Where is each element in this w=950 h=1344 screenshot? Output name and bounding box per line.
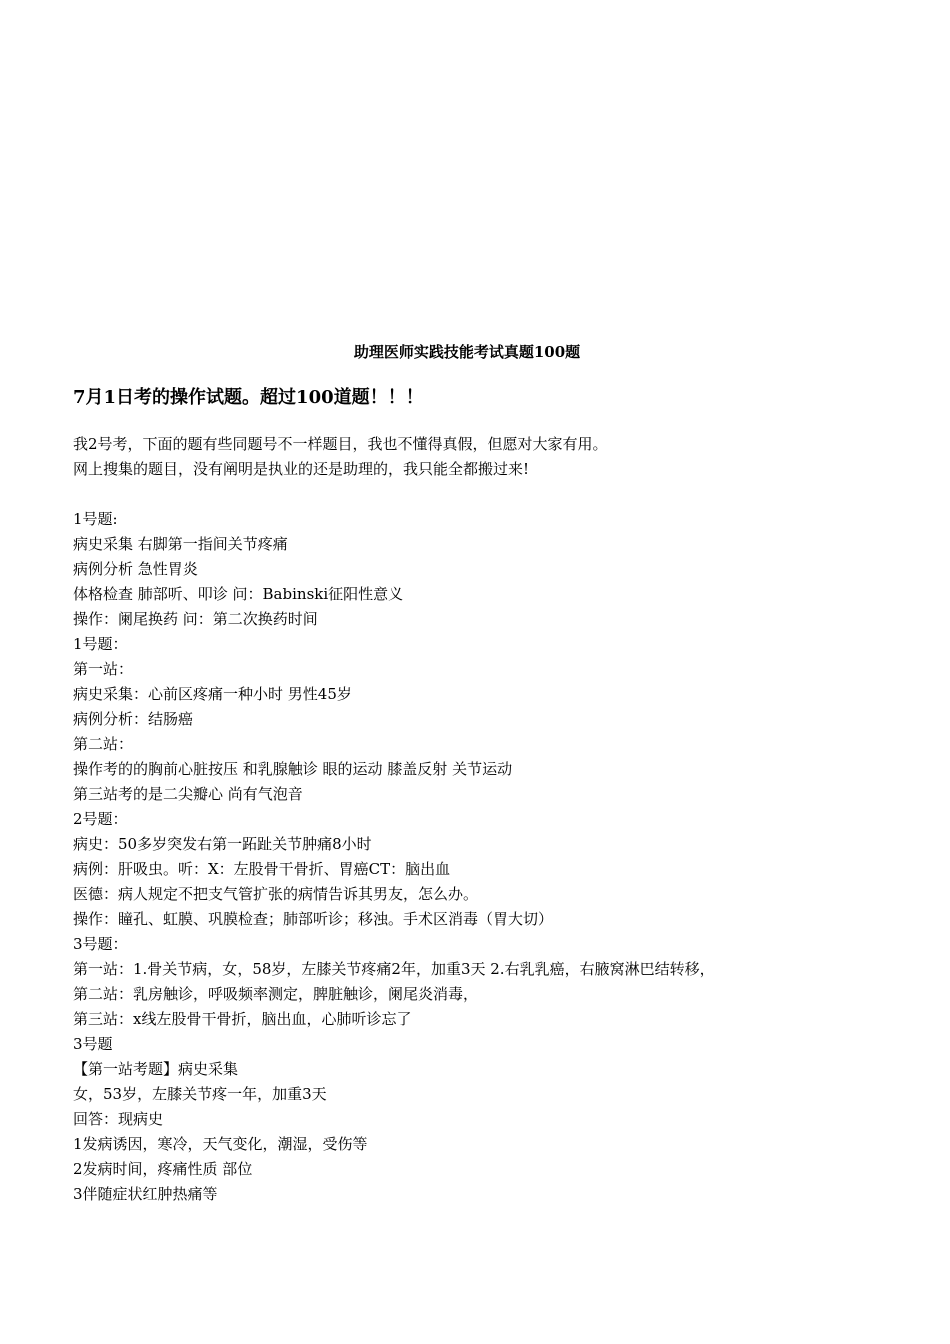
body-line: 1发病诱因，寒冷，天气变化，潮湿，受伤等 — [73, 1135, 368, 1153]
body-line: 3伴随症状红肿热痛等 — [73, 1185, 218, 1203]
document-title: 助理医师实践技能考试真题100题 — [353, 343, 581, 361]
body-line: 医德：病人规定不把支气管扩张的病情告诉其男友，怎么办。 — [73, 885, 479, 903]
body-line: 病史采集 右脚第一指间关节疼痛 — [73, 535, 288, 553]
body-line: 体格检查 肺部听、叩诊 问：Babinski征阳性意义 — [73, 585, 404, 603]
body-line: 第一站： — [73, 660, 134, 678]
body-line: 第一站：1.骨关节病，女，58岁，左膝关节疼痛2年，加重3天 2.右乳乳癌，右腋窝淋巴结转移， — [73, 960, 715, 978]
body-line: 2发病时间，疼痛性质 部位 — [73, 1160, 253, 1178]
body-line: 第三站：x线左股骨干骨折，脑出血，心肺听诊忘了 — [73, 1010, 412, 1028]
body-line: 第二站： — [73, 735, 134, 753]
intro-paragraph — [73, 432, 933, 482]
body-line: 操作：阑尾换药 问：第二次换药时间 — [73, 610, 318, 628]
body-line: 病例分析 急性胃炎 — [73, 560, 198, 578]
body-line: 3号题： — [73, 935, 128, 953]
document-heading: 7月1日考的操作试题。超过100道题！！！ — [73, 387, 424, 408]
intro-line: 我2号考，下面的题有些同题号不一样题目，我也不懂得真假，但愿对大家有用。 — [73, 435, 608, 453]
body-line: 3号题 — [73, 1035, 113, 1053]
body-line: 回答：现病史 — [73, 1110, 164, 1128]
body-line: 操作：瞳孔、虹膜、巩膜检查；肺部听诊；移浊。手术区消毒（胃大切） — [73, 910, 554, 928]
question-list — [73, 507, 933, 1207]
body-line: 2号题： — [73, 810, 128, 828]
body-line: 第二站：乳房触诊，呼吸频率测定，脾脏触诊，阑尾炎消毒， — [73, 985, 479, 1003]
body-line: 1号题: — [73, 510, 118, 528]
body-line: 病史采集：心前区疼痛一种小时 男性45岁 — [73, 685, 352, 703]
body-line: 第三站考的是二尖瓣心 尚有气泡音 — [73, 785, 303, 803]
body-line: 病史：50多岁突发右第一跖趾关节肿痛8小时 — [73, 835, 372, 853]
body-line: 女，53岁，左膝关节疼一年，加重3天 — [73, 1085, 327, 1103]
body-line: 操作考的的胸前心脏按压 和乳腺触诊 眼的运动 膝盖反射 关节运动 — [73, 760, 513, 778]
intro-line: 网上搜集的题目，没有阐明是执业的还是助理的，我只能全都搬过来! — [73, 460, 530, 478]
body-line: 病例：肝吸虫。听：X：左股骨干骨折、胃癌CT：脑出血 — [73, 860, 451, 878]
body-line: 【第一站考题】病史采集 — [73, 1060, 239, 1078]
body-line: 1号题： — [73, 635, 128, 653]
body-line: 病例分析：结肠癌 — [73, 710, 194, 728]
